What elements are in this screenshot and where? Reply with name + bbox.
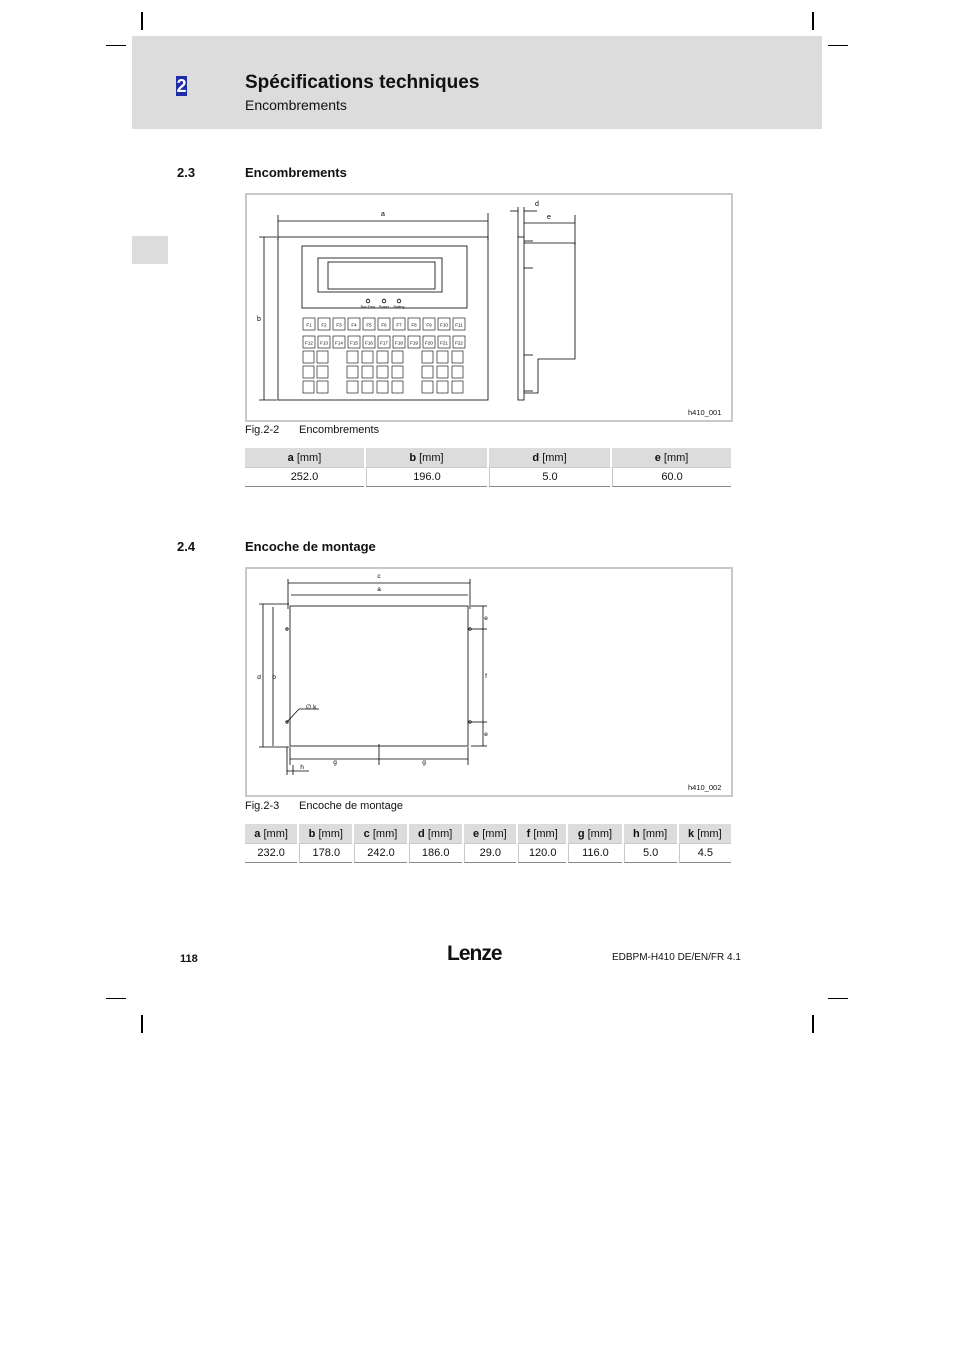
table-cell: 196.0 xyxy=(366,467,487,487)
table-cell: 5.0 xyxy=(624,843,677,863)
dim-label-a: a xyxy=(381,211,385,218)
led-label: Power xyxy=(379,305,389,309)
function-key-label: F19 xyxy=(410,340,418,346)
figure-mounting-cutout xyxy=(245,567,733,797)
figure-caption xyxy=(245,800,403,812)
dim-label-e: e xyxy=(547,214,551,221)
page-title: Spécifications techniques xyxy=(245,72,480,93)
dim-label-h: h xyxy=(300,764,304,771)
dim-label-b: b xyxy=(257,316,261,323)
figure-id: h410_002 xyxy=(688,783,722,792)
function-key-label: F17 xyxy=(380,340,388,346)
dim-label-g: g xyxy=(422,759,426,766)
function-key-label: F12 xyxy=(305,340,313,346)
table-cell: 5.0 xyxy=(489,467,610,487)
function-key-label: F2 xyxy=(321,322,327,328)
led-label: Bus Error xyxy=(360,305,376,309)
crop-mark xyxy=(141,12,143,30)
table-header: d [mm] xyxy=(409,824,462,843)
table-header: k [mm] xyxy=(679,824,731,843)
crop-mark xyxy=(828,998,848,999)
led-label: Battery xyxy=(393,305,405,309)
dim-label-c: c xyxy=(377,573,381,580)
lenze-logo: Lenze xyxy=(447,942,502,965)
crop-mark xyxy=(812,12,814,30)
table-cell: 116.0 xyxy=(568,843,621,863)
function-key-label: F3 xyxy=(336,322,342,328)
function-key-label: F18 xyxy=(395,340,403,346)
dim-label-d: d xyxy=(257,674,261,681)
crop-mark xyxy=(106,45,126,46)
function-key-label: F15 xyxy=(350,340,358,346)
table-cell: 252.0 xyxy=(245,467,364,487)
table-header: e [mm] xyxy=(612,448,731,467)
crop-mark xyxy=(106,998,126,999)
cutout-drawing xyxy=(247,569,731,795)
dim-label-f: f xyxy=(485,673,487,680)
table-header: a [mm] xyxy=(245,824,297,843)
caption-label: Fig.2-3 xyxy=(245,800,280,812)
dim-label-e: e xyxy=(484,731,488,738)
document-reference: EDBPM-H410 DE/EN/FR 4.1 xyxy=(612,952,741,963)
function-key-label: F14 xyxy=(335,340,343,346)
function-key-label: F5 xyxy=(366,322,372,328)
figure-caption xyxy=(245,424,379,436)
crop-mark xyxy=(812,1015,814,1033)
dim-label-g: g xyxy=(333,759,337,766)
section-number: 2.4 xyxy=(177,539,196,554)
dimensions-table xyxy=(243,448,733,487)
table-cell: 4.5 xyxy=(679,843,731,863)
function-key-label: F4 xyxy=(351,322,357,328)
table-header: h [mm] xyxy=(624,824,677,843)
figure-dimensions xyxy=(245,193,733,422)
table-header: f [mm] xyxy=(518,824,566,843)
caption-label: Fig.2-2 xyxy=(245,424,280,436)
table-cell: 120.0 xyxy=(518,843,566,863)
table-cell: 60.0 xyxy=(612,467,731,487)
function-key-label: F20 xyxy=(425,340,433,346)
table-header: c [mm] xyxy=(354,824,406,843)
dim-label-d: d xyxy=(535,201,539,208)
crop-mark xyxy=(828,45,848,46)
function-key-label: F21 xyxy=(440,340,448,346)
function-key-label: F1 xyxy=(306,322,312,328)
function-key-label: F13 xyxy=(320,340,328,346)
function-key-label: F8 xyxy=(411,322,417,328)
figure-id: h410_001 xyxy=(688,408,722,417)
table-header: b [mm] xyxy=(299,824,352,843)
table-header: a [mm] xyxy=(245,448,364,467)
section-number: 2.3 xyxy=(177,165,196,180)
function-key-label: F7 xyxy=(396,322,402,328)
dim-label-a: a xyxy=(377,586,381,593)
table-cell: 242.0 xyxy=(354,843,406,863)
cutout-table xyxy=(243,824,733,863)
function-key-label: F6 xyxy=(381,322,387,328)
table-header: g [mm] xyxy=(568,824,621,843)
function-key-label: F16 xyxy=(365,340,373,346)
table-header: d [mm] xyxy=(489,448,610,467)
caption-text: Encombrements xyxy=(299,424,380,436)
dim-label-e: e xyxy=(484,615,488,622)
table-cell: 178.0 xyxy=(299,843,352,863)
side-tab xyxy=(132,236,168,264)
function-key-label: F11 xyxy=(455,322,463,328)
crop-mark xyxy=(141,1015,143,1033)
dim-label-k: ∅ k xyxy=(305,704,317,711)
caption-text: Encoche de montage xyxy=(299,800,403,812)
section-title: Encoche de montage xyxy=(245,539,376,554)
table-cell: 232.0 xyxy=(245,843,297,863)
table-header: e [mm] xyxy=(464,824,516,843)
function-key-label: F22 xyxy=(455,340,463,346)
table-header: b [mm] xyxy=(366,448,487,467)
function-key-label: F9 xyxy=(426,322,432,328)
table-cell: 186.0 xyxy=(409,843,462,863)
dim-label-b: b xyxy=(272,674,276,681)
page-number: 118 xyxy=(180,953,198,965)
page-subtitle: Encombrements xyxy=(245,97,347,113)
function-key-label: F10 xyxy=(440,322,448,328)
section-title: Encombrements xyxy=(245,165,347,180)
chapter-number: 2 xyxy=(176,76,187,96)
table-cell: 29.0 xyxy=(464,843,516,863)
dimension-drawing xyxy=(247,195,731,420)
